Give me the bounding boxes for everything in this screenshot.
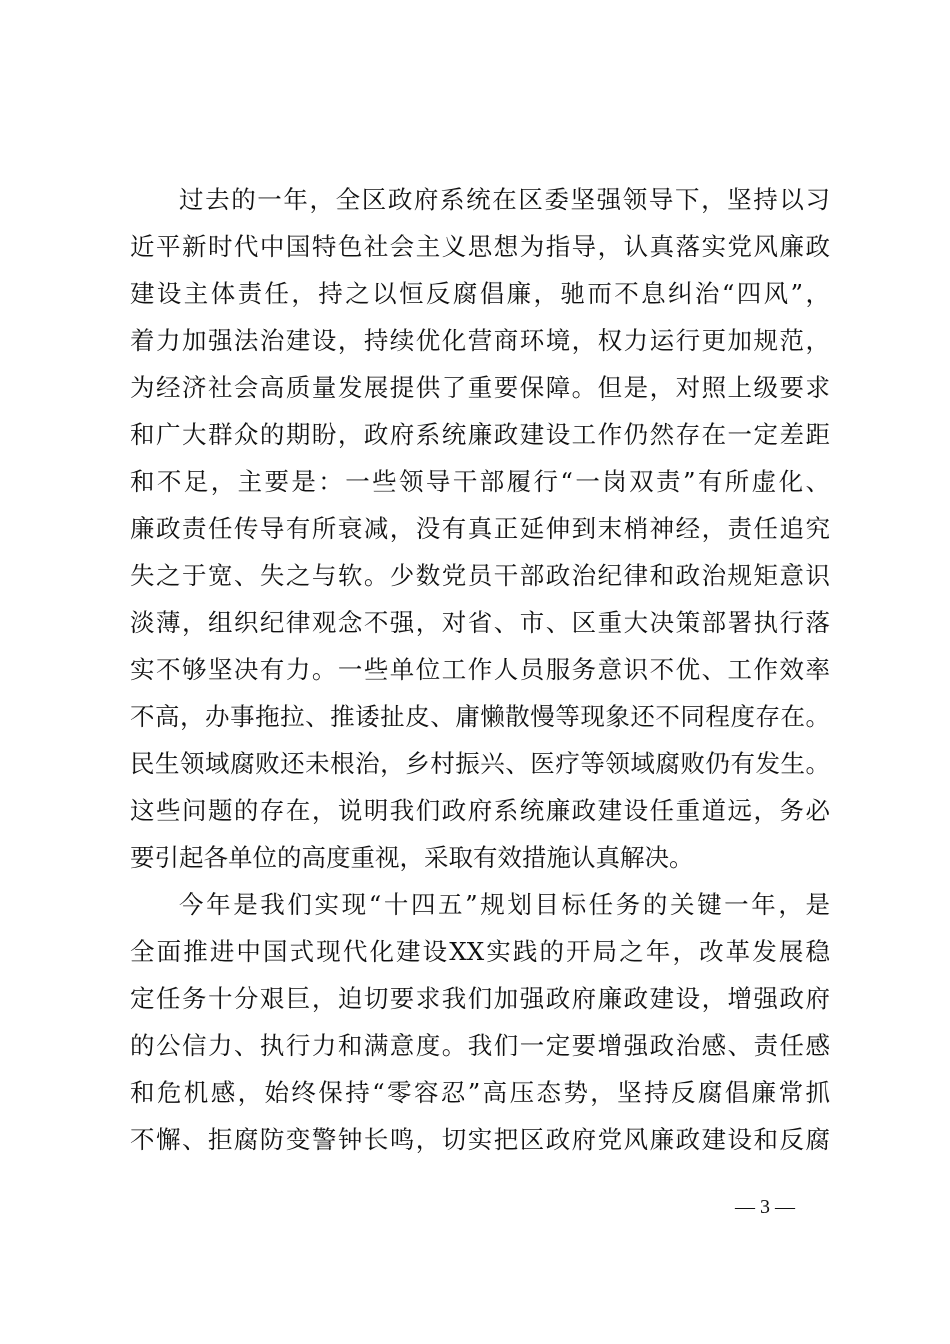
text-line: 要引起各单位的高度重视，采取有效措施认真解决。 — [130, 843, 694, 872]
document-body — [130, 176, 830, 1163]
paragraph-2 — [130, 881, 830, 1163]
text-line: 定任务十分艰巨，迫切要求我们加强政府廉政建设，增强政府 — [130, 984, 830, 1013]
text-line: 廉政责任传导有所衰减，没有真正延伸到末梢神经，责任追究 — [130, 514, 830, 543]
text-line: 建设主体责任，持之以恒反腐倡廉，驰而不息纠治“四风”， — [130, 279, 830, 308]
text-line: 为经济社会高质量发展提供了重要保障。但是，对照上级要求 — [130, 373, 830, 402]
text-line: 实不够坚决有力。一些单位工作人员服务意识不优、工作效率 — [130, 655, 830, 684]
text-line: 这些问题的存在，说明我们政府系统廉政建设任重道远，务必 — [130, 796, 830, 825]
text-line: 着力加强法治建设，持续优化营商环境，权力运行更加规范， — [130, 326, 830, 355]
text-line: 不懈、拒腐防变警钟长鸣，切实把区政府党风廉政建设和反腐 — [130, 1125, 830, 1154]
text-line: 淡薄，组织纪律观念不强，对省、市、区重大决策部署执行落 — [130, 608, 830, 637]
text-line: 全面推进中国式现代化建设XX实践的开局之年，改革发展稳 — [130, 937, 830, 966]
text-line: 和不足，主要是：一些领导干部履行“一岗双责”有所虚化、 — [130, 467, 830, 496]
text-line: 近平新时代中国特色社会主义思想为指导，认真落实党风廉政 — [130, 232, 830, 261]
text-line: 今年是我们实现“十四五”规划目标任务的关键一年，是 — [179, 890, 830, 919]
text-line: 和广大群众的期盼，政府系统廉政建设工作仍然存在一定差距 — [130, 420, 830, 449]
text-line: 和危机感，始终保持“零容忍”高压态势，坚持反腐倡廉常抓 — [130, 1078, 830, 1107]
text-line: 不高，办事拖拉、推诿扯皮、庸懒散慢等现象还不同程度存在。 — [130, 702, 830, 731]
paragraph-1 — [130, 176, 830, 881]
text-line: 民生领域腐败还未根治，乡村振兴、医疗等领域腐败仍有发生。 — [130, 749, 830, 778]
text-line: 的公信力、执行力和满意度。我们一定要增强政治感、责任感 — [130, 1031, 830, 1060]
text-line: 过去的一年，全区政府系统在区委坚强领导下，坚持以习 — [179, 185, 830, 214]
text-line: 失之于宽、失之与软。少数党员干部政治纪律和政治规矩意识 — [130, 561, 830, 590]
page-number: — 3 — — [735, 1196, 795, 1218]
